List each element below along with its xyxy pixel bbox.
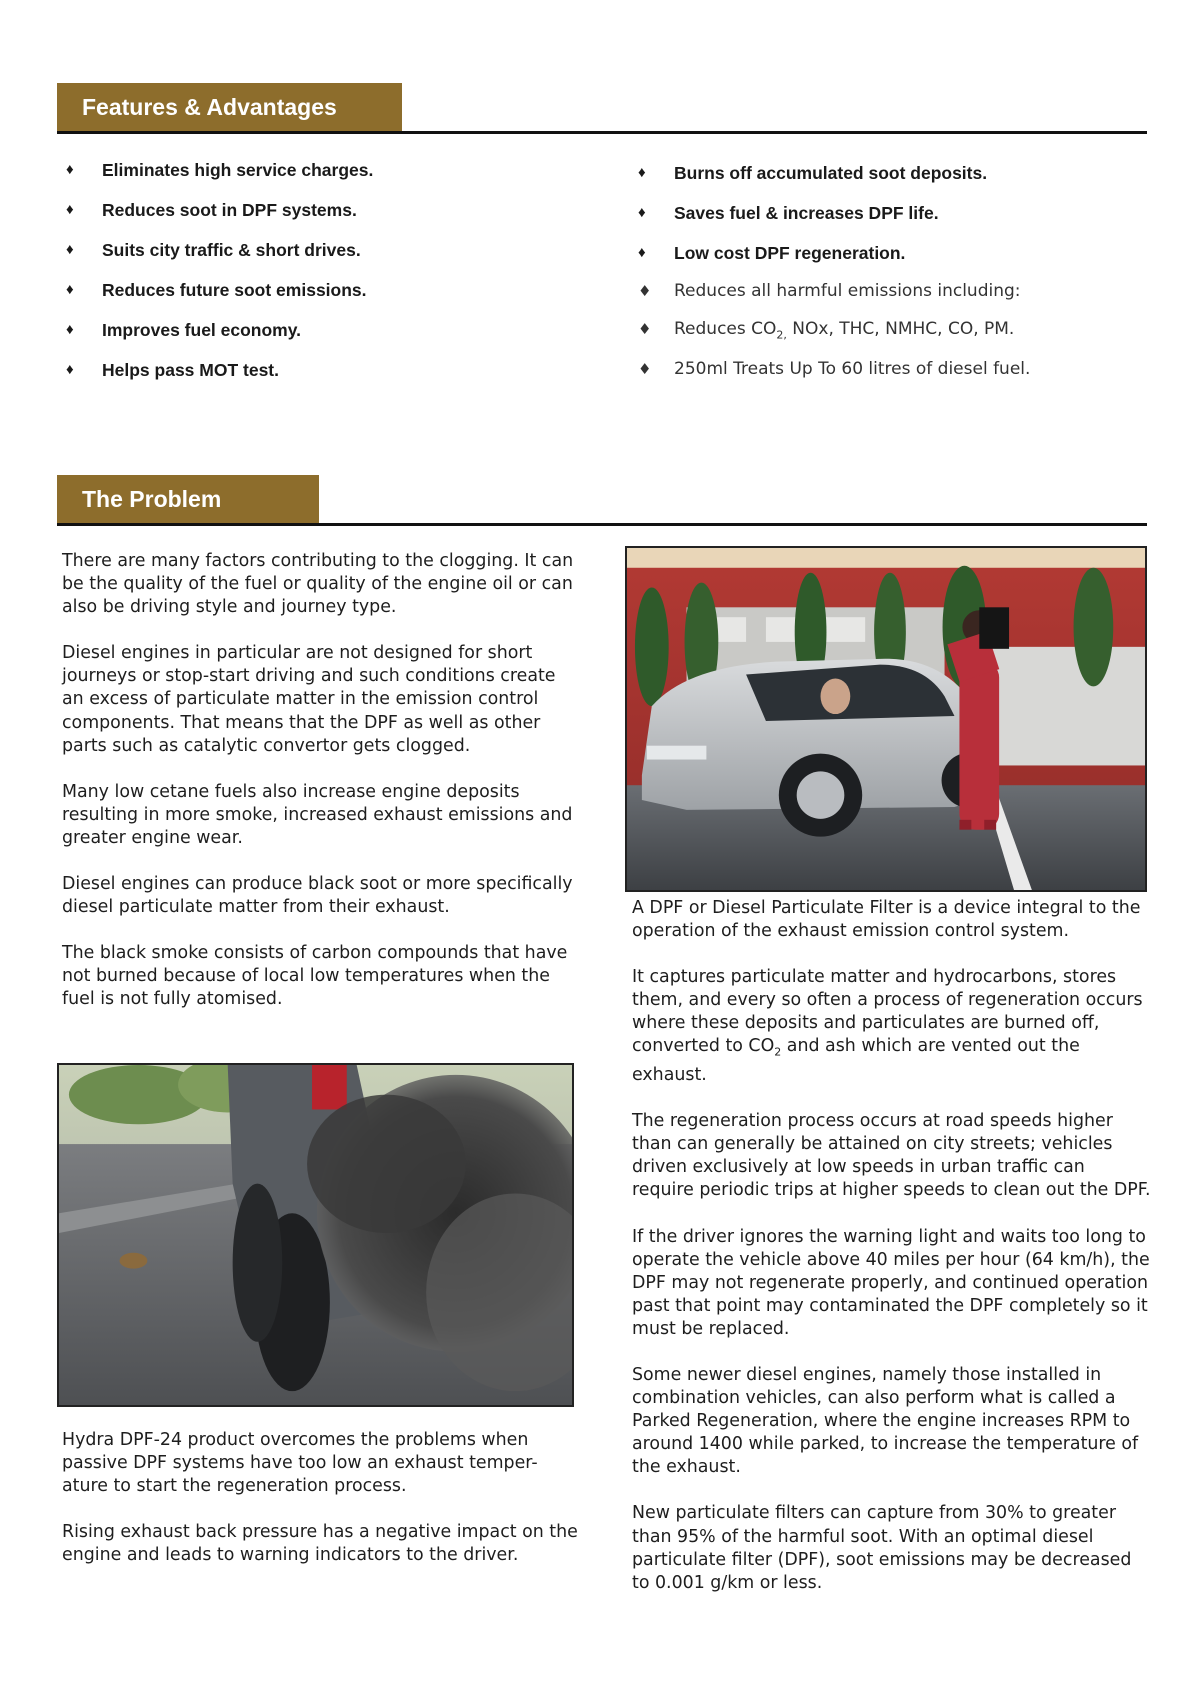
paragraph: A DPF or Diesel Particulate Filter is a device integral to the operation of the exhaust emission control system.: [632, 898, 1141, 942]
feature-item: ♦ Saves fuel & increases DPF life.: [630, 193, 1030, 233]
problem-left-text: [62, 550, 582, 1035]
feature-item: ♦ Reduces $CO_{2,}$ NOx, THC, NMHC, CO, PM.: [630, 309, 1030, 349]
diamond-bullet-icon: ♦: [66, 161, 74, 178]
feature-item: ♦ Reduces future soot emissions.: [58, 270, 373, 310]
paragraph: Diesel engines can produce black soot or more specifically diesel particulate matter from their exhaust.: [62, 874, 573, 918]
feature-item: ♦ Burns off accumulated soot deposits.: [630, 153, 1030, 193]
diamond-bullet-icon: ♦: [638, 360, 652, 378]
diamond-bullet-icon: ♦: [638, 164, 646, 181]
paragraph: New particulate filters can capture from 30% to greater than 95% of the harmful soot. With an optimal diesel particulate filter (DPF), soot emissions may be decreased to 0.001 g/km or less.: [632, 1503, 1132, 1593]
diamond-bullet-icon: ♦: [638, 204, 646, 221]
problem-header-title: The Problem: [57, 475, 319, 523]
features-section-header: [57, 83, 1147, 134]
feature-item: ♦ 250ml Treats Up To 60 litres of diesel fuel.: [630, 349, 1030, 389]
paragraph: Some newer diesel engines, namely those installed in combination vehicles, can also perform what is called a Parked Regeneration, where the engine increases RPM to around 1400 while parked, to increase the temperature of the exhaust.: [632, 1364, 1139, 1478]
diamond-bullet-icon: ♦: [66, 321, 74, 338]
paragraph: The regeneration process occurs at road speeds higher than can generally be attained on city streets; vehicles driven exclusively at low speeds in urban traffic can require periodic trips at higher speeds to clean out the DPF.: [632, 1111, 1151, 1201]
diamond-bullet-icon: ♦: [66, 241, 74, 258]
paragraph: Diesel engines in particular are not designed for short journeys or stop-start driving and such conditions create an excess of particulate matter in the emission control components. That means that the DPF as well as other parts such as catalytic convertor gets clogged.: [62, 643, 556, 756]
diamond-bullet-icon: ♦: [638, 282, 652, 300]
paragraph: Hydra DPF-24 product overcomes the problems when passive DPF systems have too low an exhaust temper-ature to start the regeneration process.: [62, 1430, 538, 1497]
feature-item: ♦ Low cost DPF regeneration.: [630, 233, 1030, 273]
diamond-bullet-icon: ♦: [638, 244, 646, 261]
feature-item: ♦ Reduces all harmful emissions including:: [630, 273, 1030, 309]
feature-item: ♦ Helps pass MOT test.: [58, 350, 373, 390]
problem-right-text: [632, 897, 1152, 1618]
feature-item: ♦ Reduces soot in DPF systems.: [58, 190, 373, 230]
problem-header-rule: [57, 523, 1147, 526]
exhaust-smoke-photo: [57, 1063, 574, 1407]
paragraph: The black smoke consists of carbon compounds that have not burned because of local low temperatures when the fuel is not fully atomised.: [62, 943, 568, 1010]
paragraph: Rising exhaust back pressure has a negative impact on the engine and leads to warning indicators to the driver.: [62, 1522, 578, 1566]
diamond-bullet-icon: ♦: [66, 281, 74, 298]
problem-left-bottom-text: [62, 1429, 582, 1590]
features-header-rule: [57, 131, 1147, 134]
car-refuel-photo: [625, 546, 1147, 892]
feature-item: ♦ Improves fuel economy.: [58, 310, 373, 350]
feature-item: ♦ Eliminates high service charges.: [58, 150, 373, 190]
features-list-right: [630, 153, 1030, 389]
paragraph: Many low cetane fuels also increase engine deposits resulting in more smoke, increased exhaust emissions and greater engine wear.: [62, 781, 573, 848]
problem-section-header: [57, 475, 1147, 526]
paragraph: It captures particulate matter and hydrocarbons, stores them, and every so often a process of regeneration occurs where these deposits and particulates are burned off, converted to $CO_2$ and ash which are vented out the exhaust.: [632, 967, 1143, 1086]
paragraph: There are many factors contributing to the clogging. It can be the quality of the fuel or quality of the engine oil or can also be driving style and journey type.: [62, 551, 574, 618]
diamond-bullet-icon: ♦: [638, 320, 652, 338]
feature-item: ♦ Suits city traffic & short drives.: [58, 230, 373, 270]
features-list-left: [58, 150, 373, 390]
diamond-bullet-icon: ♦: [66, 361, 74, 378]
paragraph: If the driver ignores the warning light and waits too long to operate the vehicle above 40 miles per hour (64 km/h), the DPF may not regenerate properly, and continued operation past that point may contaminated the DPF completely so it must be replaced.: [632, 1226, 1150, 1339]
features-header-title: Features & Advantages: [57, 83, 402, 131]
diamond-bullet-icon: ♦: [66, 201, 74, 218]
